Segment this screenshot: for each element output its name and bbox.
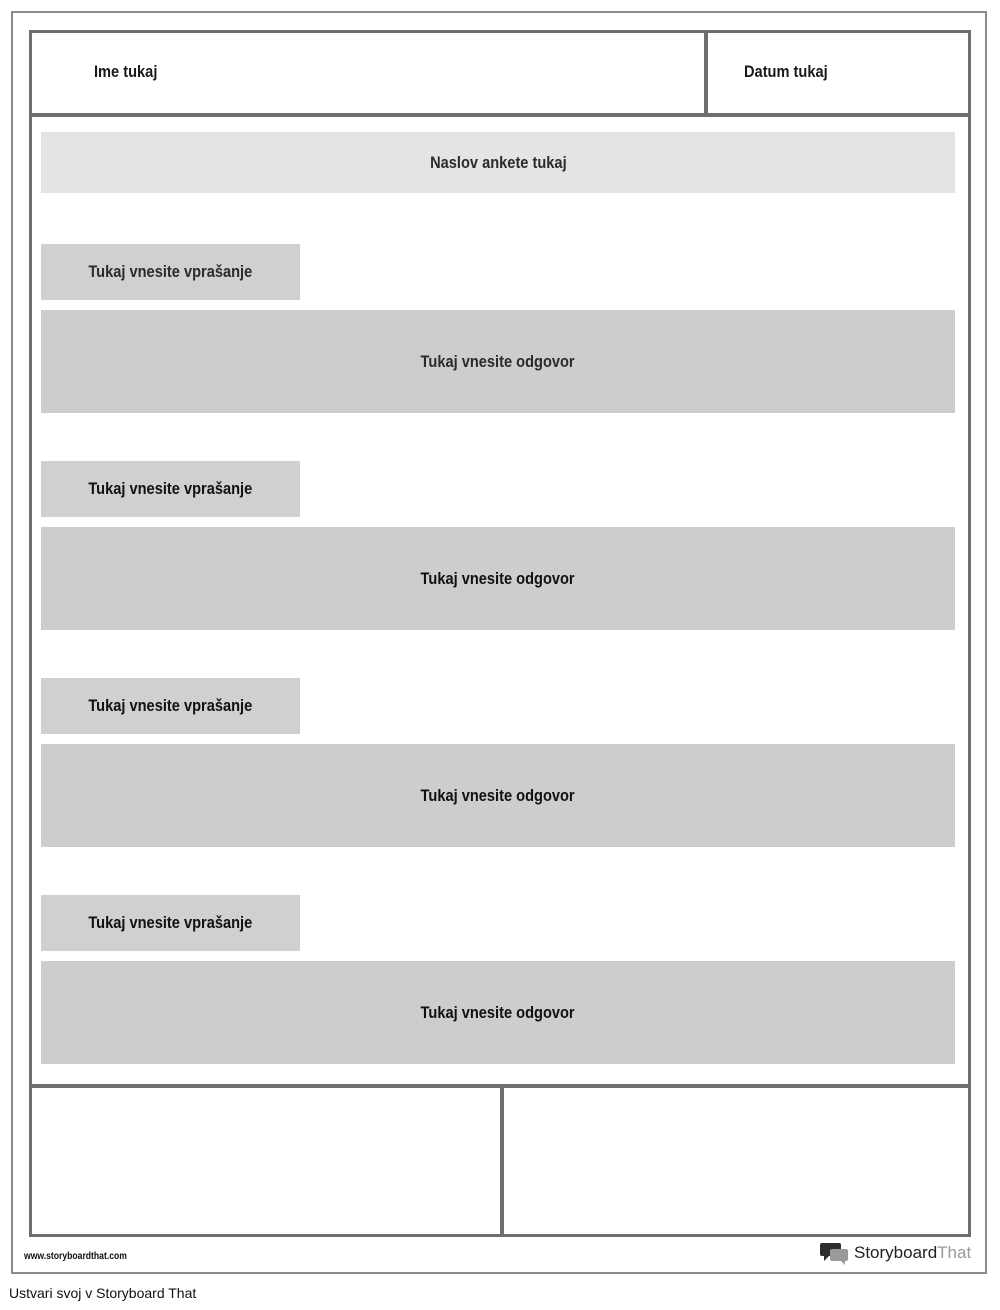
question-box[interactable] xyxy=(41,461,300,517)
answer-text: Tukaj vnesite odgovor xyxy=(420,785,576,805)
question-text: Tukaj vnesite vprašanje xyxy=(88,696,253,715)
question-box[interactable] xyxy=(41,678,300,734)
answer-text: Tukaj vnesite odgovor xyxy=(420,568,576,588)
name-label: Ime tukaj xyxy=(94,62,158,81)
question-text: Tukaj vnesite vprašanje xyxy=(88,479,253,498)
question-text: Tukaj vnesite vprašanje xyxy=(88,913,253,932)
answer-text: Tukaj vnesite odgovor xyxy=(420,351,576,371)
speech-bubbles-icon xyxy=(820,1241,850,1265)
logo-that: That xyxy=(937,1243,972,1262)
footer-url: www.storyboardthat.com xyxy=(24,1251,127,1262)
caption: Ustvari svoj v Storyboard That xyxy=(9,1285,197,1301)
storyboardthat-logo xyxy=(820,1240,971,1266)
header-divider xyxy=(29,113,971,117)
answer-box[interactable] xyxy=(41,310,955,413)
question-box[interactable] xyxy=(41,895,300,951)
answer-box[interactable] xyxy=(41,961,955,1064)
logo-story: Storyboard xyxy=(854,1243,938,1262)
survey-title-box[interactable] xyxy=(41,132,955,193)
question-text: Tukaj vnesite vprašanje xyxy=(88,262,253,281)
answer-box[interactable] xyxy=(41,744,955,847)
survey-title: Naslov ankete tukaj xyxy=(429,152,567,172)
answer-box[interactable] xyxy=(41,527,955,630)
answer-text: Tukaj vnesite odgovor xyxy=(420,1002,576,1022)
logo-wordmark xyxy=(854,1243,971,1263)
footer-column-divider xyxy=(500,1086,504,1237)
header-column-divider xyxy=(704,30,708,115)
question-box[interactable] xyxy=(41,244,300,300)
date-label: Datum tukaj xyxy=(744,62,828,81)
